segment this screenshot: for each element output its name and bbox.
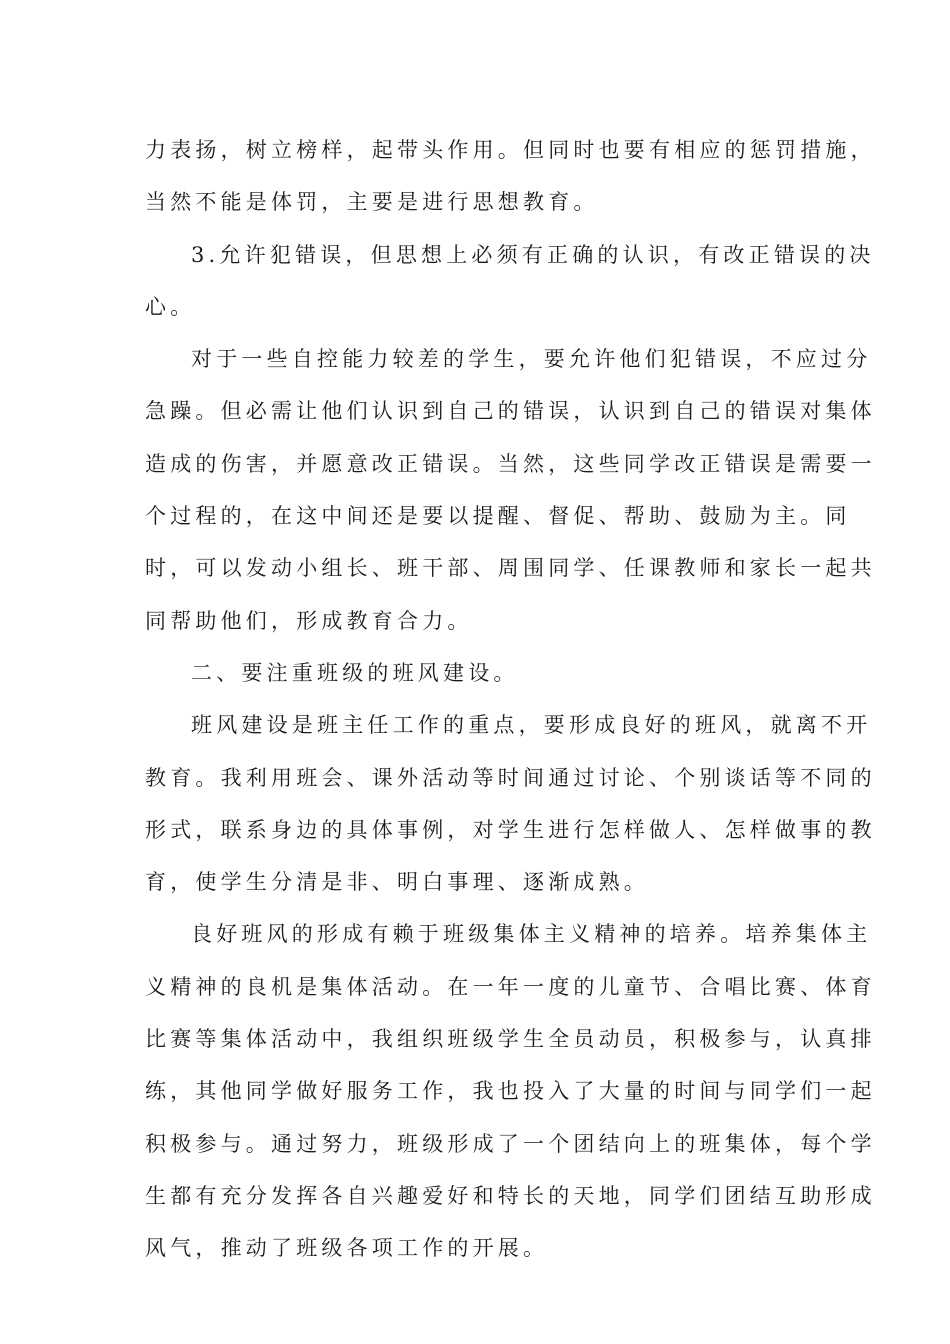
text-line: 时，可以发动小组长、班干部、周围同学、任课教师和家长一起共 <box>145 556 876 581</box>
text-line: 积极参与。通过努力，班级形成了一个团结向上的班集体，每个学 <box>145 1131 876 1156</box>
text-line: 练，其他同学做好服务工作，我也投入了大量的时间与同学们一起 <box>145 1079 876 1104</box>
text-line: 同帮助他们，形成教育合力。 <box>145 608 473 633</box>
text-line: 育，使学生分清是非、明白事理、逐渐成熟。 <box>145 870 649 895</box>
text-line: 急躁。但必需让他们认识到自己的错误，认识到自己的错误对集体 <box>145 399 876 424</box>
paragraph-start: 良好班风的形成有赖于班级集体主义精神的培养。培养集体主 <box>191 922 872 947</box>
text-line: 造成的伤害，并愿意改正错误。当然，这些同学改正错误是需要一 <box>145 451 876 476</box>
text-line: 心。 <box>145 294 196 319</box>
list-item-heading: 3.允许犯错误，但思想上必须有正确的认识，有改正错误的决 <box>191 242 875 267</box>
text-line: 当然不能是体罚，主要是进行思想教育。 <box>145 190 599 215</box>
text-line: 力表扬，树立榜样，起带头作用。但同时也要有相应的惩罚措施， <box>145 138 876 162</box>
text-line: 义精神的良机是集体活动。在一年一度的儿童节、合唱比赛、体育 <box>145 974 876 999</box>
text-line: 教育。我利用班会、课外活动等时间通过讨论、个别谈话等不同的 <box>145 765 876 790</box>
text-line: 风气，推动了班级各项工作的开展。 <box>145 1236 549 1261</box>
document-body <box>145 124 876 1275</box>
section-heading: 二、要注重班级的班风建设。 <box>191 660 519 685</box>
paragraph-start: 对于一些自控能力较差的学生，要允许他们犯错误，不应过分 <box>191 347 872 372</box>
text-line: 比赛等集体活动中，我组织班级学生全员动员，积极参与，认真排 <box>145 1027 876 1052</box>
text-line: 形式，联系身边的具体事例，对学生进行怎样做人、怎样做事的教 <box>145 817 876 842</box>
text-line: 生都有充分发挥各自兴趣爱好和特长的天地，同学们团结互助形成 <box>145 1183 876 1208</box>
paragraph-start: 班风建设是班主任工作的重点，要形成良好的班风，就离不开 <box>191 713 872 738</box>
text-line: 个过程的，在这中间还是要以提醒、督促、帮助、鼓励为主。同 <box>145 504 851 529</box>
